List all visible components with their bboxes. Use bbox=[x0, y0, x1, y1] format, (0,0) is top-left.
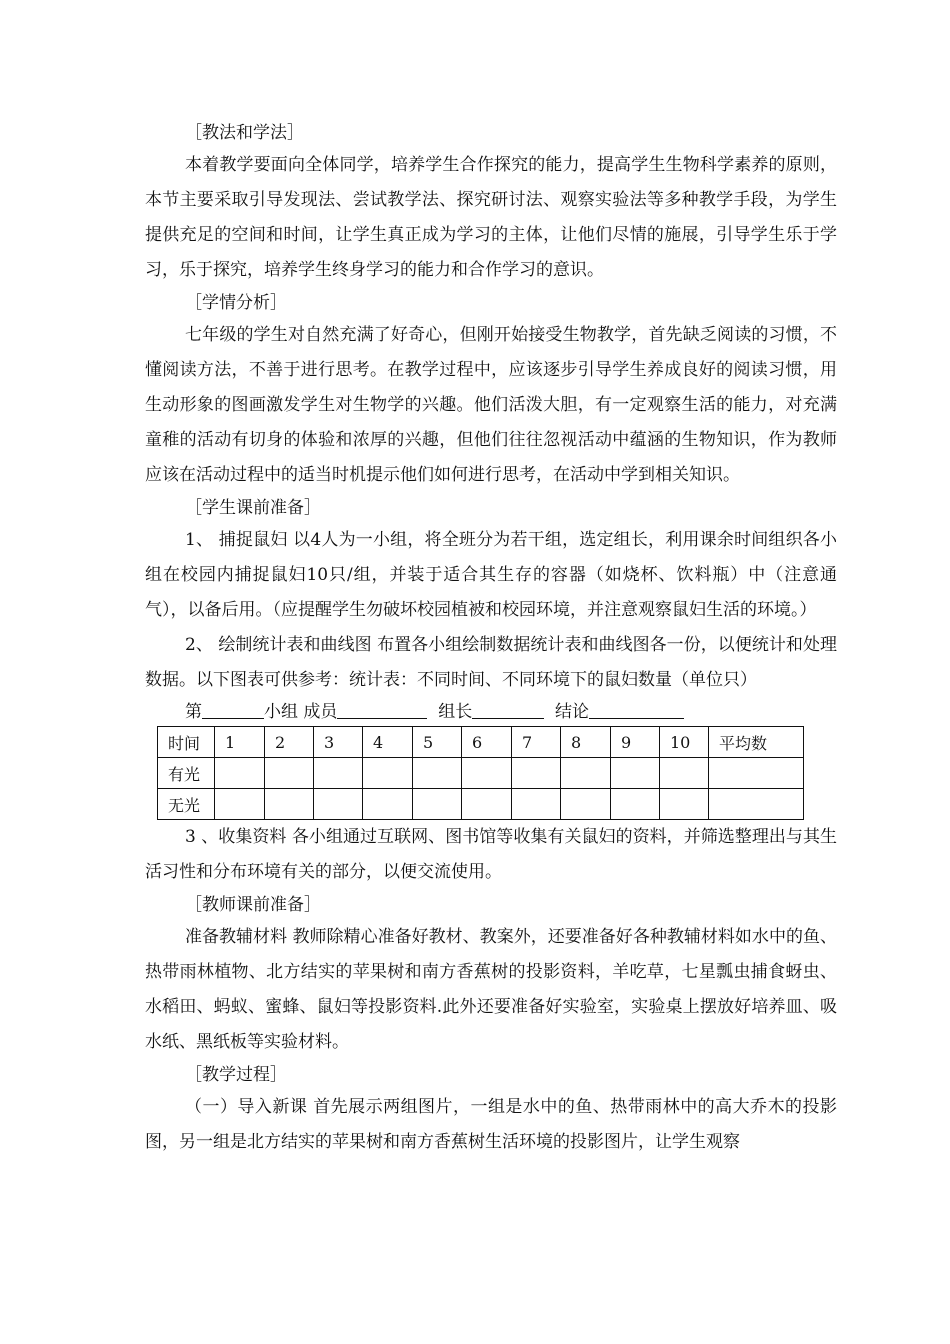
paragraph-teacher-prep: 准备教辅材料 教师除精心准备好教材、教案外，还要准备好各种教辅材料如水中的鱼、热带雨林植物、北方结实的苹果树和南方香蕉树的投影资料，羊吃草，七星瓢虫捕食蚜虫、水稻田、蚂蚁、蜜蜂、鼠妇等投影资料.此外还要准备好实验室，实验桌上摆放好培养皿、吸水纸、黑纸板等实验材料。 bbox=[145, 927, 837, 1052]
document-body bbox=[145, 118, 837, 1160]
group-number-blank bbox=[202, 700, 264, 719]
table-cell bbox=[314, 789, 363, 820]
heading-process: ［教学过程］ bbox=[185, 1065, 287, 1085]
paragraph-analysis: 七年级的学生对自然充满了好奇心，但刚开始接受生物教学，首先缺乏阅读的习惯，不懂阅读方法，不善于进行思考。在教学过程中，应该逐步引导学生养成良好的阅读习惯，用生动形象的图画激发学生对生物学的兴趣。他们活泼大胆，有一定观察生活的能力，对充满童稚的活动有切身的体验和浓厚的兴趣，但他们往往忽视活动中蕴涵的生物知识，作为教师应该在活动过程中的适当时机提示他们如何进行思考，在活动中学到相关知识。 bbox=[145, 325, 837, 485]
table-header-cell: 5 bbox=[413, 727, 462, 758]
heading-analysis: ［学情分析］ bbox=[185, 293, 287, 313]
table-header-cell: 8 bbox=[561, 727, 611, 758]
heading-student-prep: ［学生课前准备］ bbox=[185, 498, 321, 518]
table-header-cell: 9 bbox=[611, 727, 660, 758]
paragraph-student-prep-3: 3 、收集资料 各小组通过互联网、图书馆等收集有关鼠妇的资料，并筛选整理出与其生活习性和分布环境有关的部分，以便交流使用。 bbox=[145, 827, 837, 882]
table-row-dark bbox=[158, 789, 804, 820]
table-cell bbox=[561, 758, 611, 789]
leader-blank bbox=[472, 700, 544, 719]
row-label-light: 有光 bbox=[158, 758, 215, 789]
table-cell bbox=[512, 758, 561, 789]
table-header-cell: 4 bbox=[363, 727, 413, 758]
group-prefix-label: 第 bbox=[185, 702, 202, 722]
group-label: 小组 bbox=[264, 702, 298, 722]
table-header-cell: 10 bbox=[660, 727, 709, 758]
table-cell bbox=[215, 789, 265, 820]
table-cell bbox=[413, 789, 462, 820]
table-header-cell: 3 bbox=[314, 727, 363, 758]
table-cell bbox=[363, 789, 413, 820]
table-header-cell: 时间 bbox=[158, 727, 215, 758]
conclusion-blank bbox=[589, 700, 684, 719]
table-cell bbox=[660, 789, 709, 820]
table-row-light bbox=[158, 758, 804, 789]
members-label: 成员 bbox=[303, 702, 338, 722]
group-form-line bbox=[185, 698, 837, 726]
table-cell bbox=[709, 758, 804, 789]
heading-teacher-prep: ［教师课前准备］ bbox=[185, 895, 321, 915]
table-cell bbox=[512, 789, 561, 820]
paragraph-student-prep-2: 2、 绘制统计表和曲线图 布置各小组绘制数据统计表和曲线图各一份，以便统计和处理数据。以下图表可供参考：统计表：不同时间、不同环境下的鼠妇数量（单位只） bbox=[145, 635, 837, 690]
table-cell bbox=[561, 789, 611, 820]
table-cell bbox=[363, 758, 413, 789]
table-cell bbox=[314, 758, 363, 789]
paragraph-student-prep-1: 1、 捕捉鼠妇 以4人为一小组，将全班分为若干组，选定组长，利用课余时间组织各小组在校园内捕捉鼠妇10只/组，并装于适合其生存的容器（如烧杯、饮料瓶）中（注意通气），以备后用。（应提醒学生勿破坏校园植被和校园环境，并注意观察鼠妇生活的环境。） bbox=[145, 530, 837, 620]
leader-label: 组长 bbox=[438, 702, 473, 722]
table-header-row bbox=[158, 727, 804, 758]
table-cell bbox=[462, 758, 512, 789]
table-header-cell: 7 bbox=[512, 727, 561, 758]
table-cell bbox=[215, 758, 265, 789]
heading-methods: ［教法和学法］ bbox=[185, 123, 304, 143]
table-header-cell: 2 bbox=[265, 727, 314, 758]
table-cell bbox=[660, 758, 709, 789]
table-cell bbox=[265, 758, 314, 789]
table-cell bbox=[709, 789, 804, 820]
row-label-dark: 无光 bbox=[158, 789, 215, 820]
members-blank bbox=[337, 700, 427, 719]
conclusion-label: 结论 bbox=[555, 702, 590, 722]
table-cell bbox=[611, 789, 660, 820]
statistics-table bbox=[157, 726, 804, 820]
table-cell bbox=[611, 758, 660, 789]
paragraph-process: （一）导入新课 首先展示两组图片，一组是水中的鱼、热带雨林中的高大乔木的投影图，另一组是北方结实的苹果树和南方香蕉树生活环境的投影图片，让学生观察 bbox=[145, 1097, 837, 1152]
table-header-cell: 6 bbox=[462, 727, 512, 758]
table-cell bbox=[462, 789, 512, 820]
table-cell bbox=[265, 789, 314, 820]
paragraph-methods: 本着教学要面向全体同学，培养学生合作探究的能力，提高学生生物科学素养的原则，本节主要采取引导发现法、尝试教学法、探究研讨法、观察实验法等多种教学手段，为学生提供充足的空间和时间，让学生真正成为学习的主体，让他们尽情的施展，引导学生乐于学习，乐于探究，培养学生终身学习的能力和合作学习的意识。 bbox=[145, 155, 837, 280]
table-header-cell: 1 bbox=[215, 727, 265, 758]
table-header-cell: 平均数 bbox=[709, 727, 804, 758]
table-cell bbox=[413, 758, 462, 789]
